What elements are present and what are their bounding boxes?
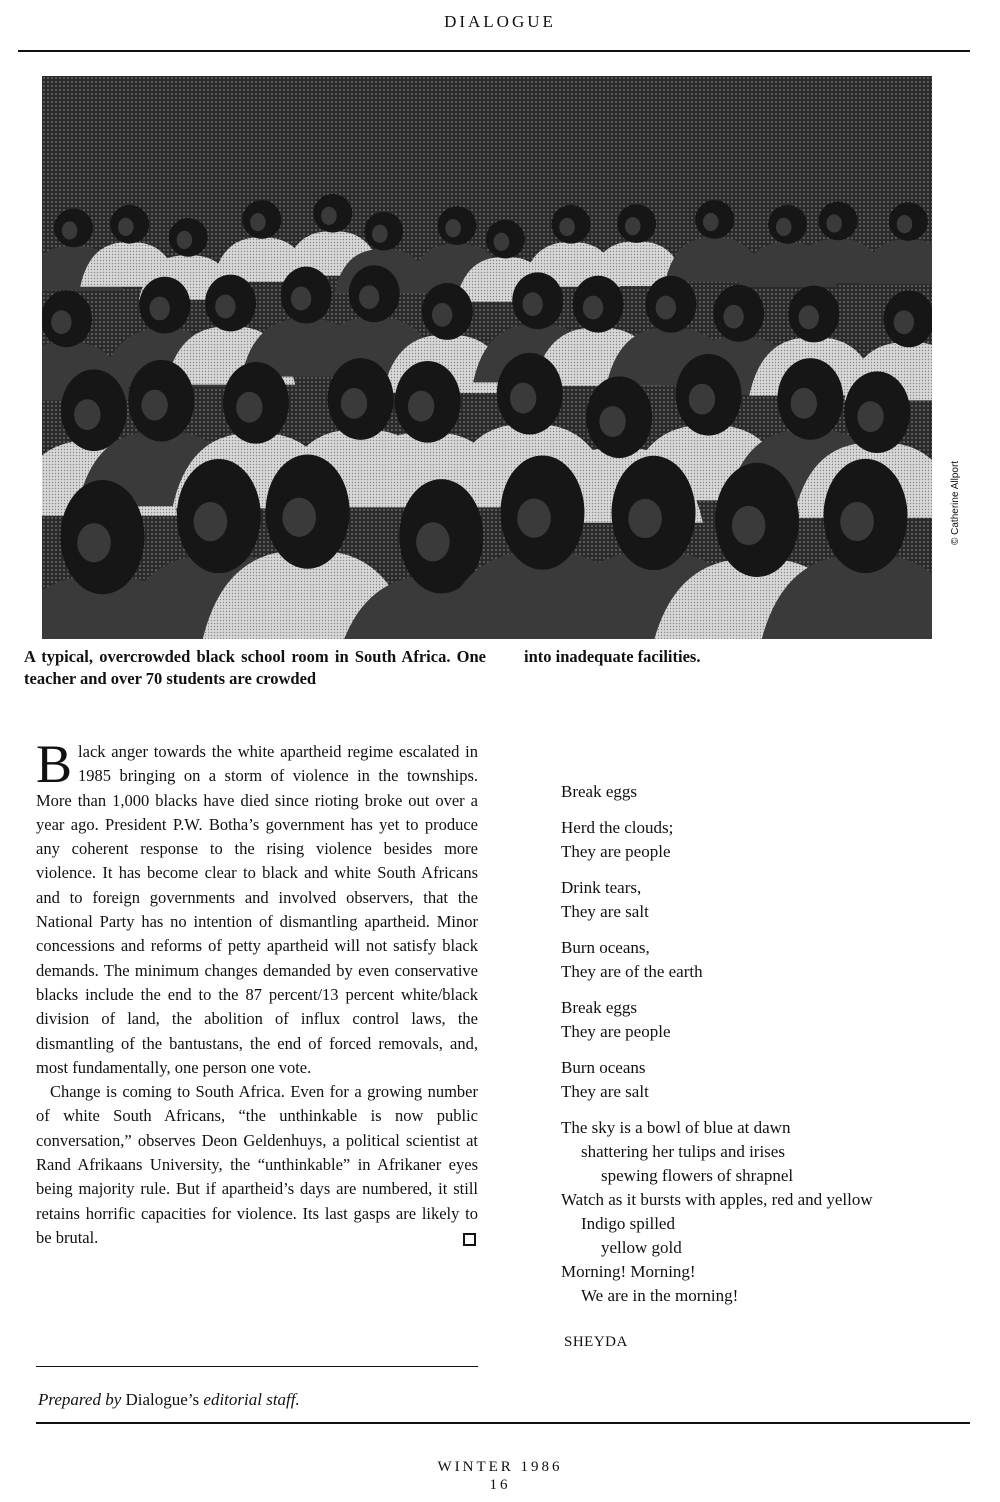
poem-line: Burn oceans,	[561, 938, 650, 957]
footer-rule	[36, 1422, 970, 1424]
article-paragraph-1-text: lack anger towards the white apartheid regime escalated in 1985 bringing on a storm of violence in the townships. More than 1,000 blacks have died since rioting broke out over a year ago. President P.W. Botha’s government has yet to produce any coherent response to the rising violence besides more violence. It has become clear to black and white South Africans and to foreign governments and involved observers, that the National Party has no intention of dismantling apartheid. Minor concessions and reforms of petty apartheid will not satisfy black demands. The minimum changes demanded by even conservative blacks include the end to the 87 percent/13 percent white/black division of land, the abolition of influx control laws, the dismantling of the bantustans, the end of forced removals, and, most fundamentally, one person one vote.	[36, 742, 478, 1077]
poem-final-stanza	[561, 1116, 981, 1308]
poem-signature: SHEYDA	[564, 1334, 628, 1350]
photo-credit-text: © Catherine Allport	[950, 460, 961, 545]
classroom-photo-illustration	[42, 76, 932, 639]
poem-line: They are people	[561, 1022, 671, 1041]
article-paragraph-1	[36, 734, 478, 1080]
poem-line: Break eggs	[561, 998, 638, 1017]
poem-stanza	[561, 816, 981, 864]
end-mark-icon	[463, 1233, 476, 1246]
poem-line: The sky is a bowl of blue at dawn	[561, 1118, 791, 1137]
poem-line: They are people	[561, 842, 671, 861]
photo-credit	[950, 420, 970, 550]
poem-line: Morning! Morning!	[561, 1262, 696, 1281]
poem-line: They are salt	[561, 902, 649, 921]
prepared-by-prefix: Prepared by	[38, 1390, 122, 1409]
footer	[0, 1458, 1000, 1494]
poem-line: yellow gold	[601, 1238, 682, 1257]
poem-line: Break eggs	[561, 782, 638, 801]
footer-page-number: 16	[489, 1477, 511, 1493]
running-header: DIALOGUE	[444, 12, 556, 31]
poem-line: They are salt	[561, 1082, 649, 1101]
poem-stanza	[561, 936, 981, 984]
poem-line: Drink tears,	[561, 878, 642, 897]
article-body	[36, 734, 478, 1250]
photo-caption-right: into inadequate facilities.	[524, 647, 701, 666]
poem-line: Watch as it bursts with apples, red and yellow	[561, 1190, 873, 1209]
prepared-by-suffix: editorial staff.	[203, 1390, 300, 1409]
photo-caption-left: A typical, overcrowded black school room in South Africa. One teacher and over 70 students are crowded	[24, 647, 486, 688]
poem-stanza	[561, 1056, 981, 1104]
poem	[561, 780, 981, 1320]
poem-line: spewing flowers of shrapnel	[601, 1166, 794, 1185]
poem-stanza	[561, 780, 981, 804]
classroom-photo	[42, 76, 932, 639]
poem-line: shattering her tulips and irises	[581, 1142, 785, 1161]
header-rule	[18, 50, 970, 52]
poem-stanza	[561, 876, 981, 924]
poem-stanza	[561, 996, 981, 1044]
prepared-by-credit	[38, 1390, 300, 1410]
footer-issue: WINTER 1986	[437, 1459, 563, 1475]
poem-line: Herd the clouds;	[561, 818, 674, 837]
article-end-rule	[36, 1366, 478, 1367]
drop-cap: B	[36, 734, 73, 794]
poem-line: Indigo spilled	[581, 1214, 675, 1233]
article-paragraph-2	[36, 1080, 478, 1250]
article-paragraph-2-text: Change is coming to South Africa. Even for a growing number of white South Africans, “the unthinkable is now public conversation,” observes Deon Geldenhuys, a political scientist at Rand Afrikaans University, the “unthinkable” in Afrikaner eyes being majority rule. But if apartheid’s days are numbered, it still retains horrific capacities for violence. Its last gasps are likely to be brutal.	[36, 1082, 478, 1247]
poem-line: We are in the morning!	[581, 1286, 739, 1305]
prepared-by-publication: Dialogue’s	[125, 1390, 200, 1409]
poem-line: Burn oceans	[561, 1058, 646, 1077]
poem-line: They are of the earth	[561, 962, 703, 981]
